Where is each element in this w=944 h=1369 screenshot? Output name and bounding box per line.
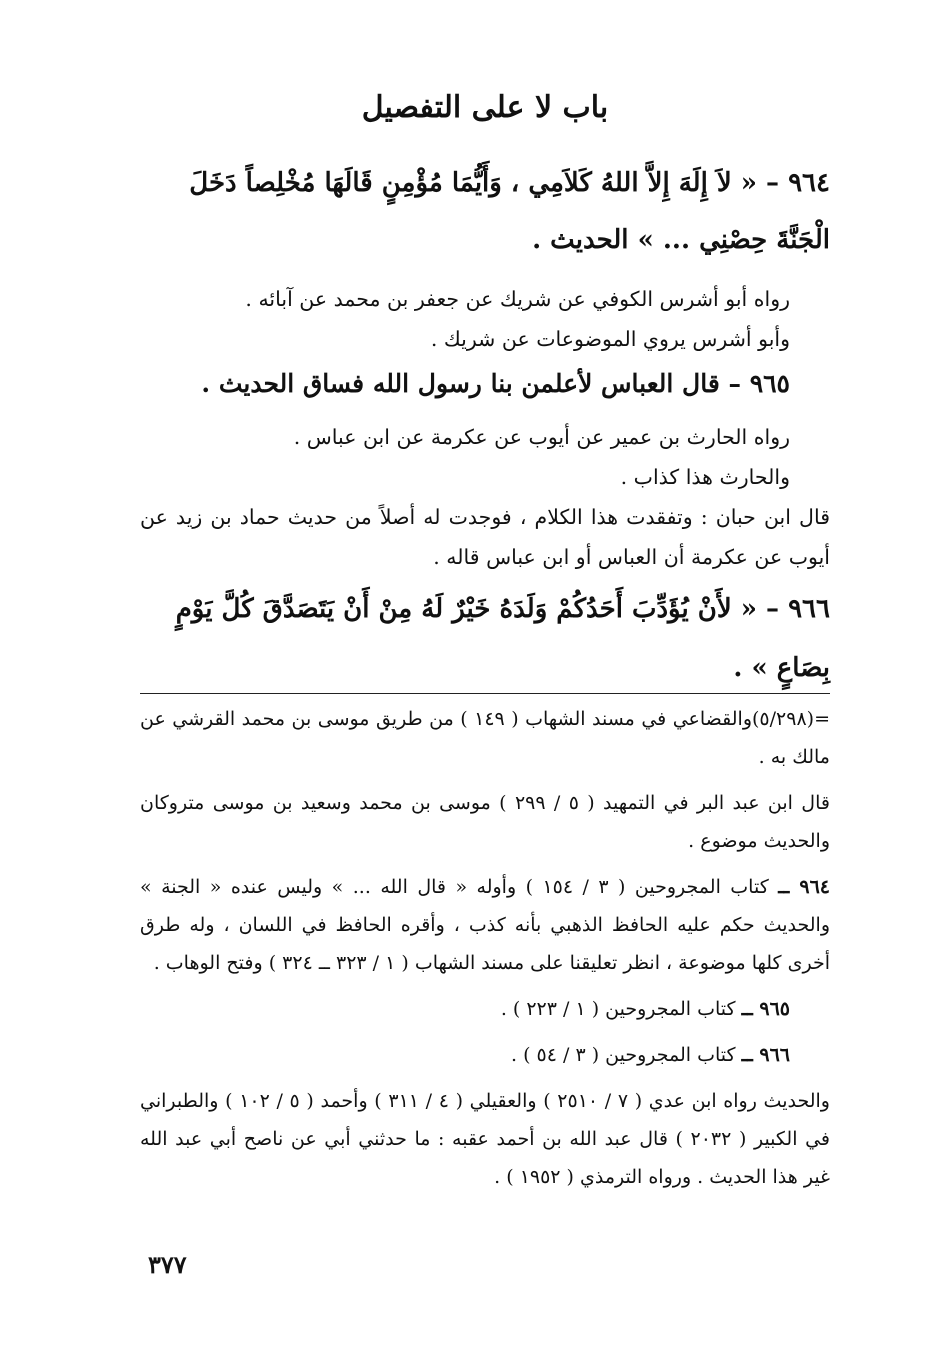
footnote-ibn-abd-al-barr: قال ابن عبد البر في التمهيد ( ٥ / ٢٩٩ ) موسى بن محمد وسعيد بن موسى متروكان والحديث موضوع . <box>140 792 830 852</box>
commentary-965-line2: والحارث هذا كذاب . <box>620 465 790 489</box>
commentary-964-line2: وأبو أشرس يروي الموضوعات عن شريك . <box>430 327 790 351</box>
footnote-965-text: كتاب المجروحين ( ١ / ٢٢٣ ) . <box>500 998 736 1020</box>
footnote-965 <box>140 990 830 1028</box>
commentary-964-line1: رواه أبو أشرس الكوفي عن شريك عن جعفر بن محمد عن آبائه . <box>245 287 790 311</box>
footnote-964 <box>140 868 830 982</box>
hadith-966-line2: بِصَاعٍ » . <box>733 653 830 683</box>
hadith-964-line1: ٩٦٤ – « لاَ إِلَهَ إِلاَّ اللهُ كَلاَمِي ، وَأَيُّمَا مُؤْمِنٍ قَالَهَا مُخْلِصاً دَخَلَ <box>189 168 830 198</box>
footnote-964-text: كتاب المجروحين ( ٣ / ١٥٤ ) وأوله « قال الله ... » وليس عنده « الجنة » والحديث حكم عليه الحافظ الذهبي بأنه كذب ، وأقره الحافظ في اللسان ، وله طرق أخرى كلها موضوعة ، انظر تعليقنا على مسند الشهاب ( ١ / ٣٢٣ ــ ٣٢٤ ) وفتح الوهاب . <box>140 876 830 974</box>
footnote-divider <box>140 693 830 694</box>
footnote-964-number: ٩٦٤ ــ <box>778 876 830 898</box>
footnote-966-number: ٩٦٦ ــ <box>741 1044 790 1066</box>
page-body <box>140 90 830 1188</box>
footnote-continued: =(٥/٢٩٨)والقضاعي في مسند الشهاب ( ١٤٩ ) من طريق موسى بن محمد القرشي عن مالك به . <box>140 708 830 768</box>
chapter-title: باب لا على التفصيل <box>361 90 609 125</box>
page-number: ٣٧٧ <box>148 1250 187 1279</box>
commentary-965-ibn-hibban: قال ابن حبان : وتفقدت هذا الكلام ، فوجدت له أصلاً من حديث حماد بن زيد عن أيوب عن عكرمة أن العباس أو ابن عباس قاله . <box>140 505 830 569</box>
footnote-966 <box>140 1036 830 1074</box>
hadith-966-line1: ٩٦٦ – « لأَنْ يُؤَدِّبَ أَحَدُكُمْ وَلَدَهُ خَيْرٌ لَهُ مِنْ أَنْ يَتَصَدَّقَ كُلَّ يَوْمٍ <box>175 594 830 624</box>
commentary-965-line1: رواه الحارث بن عمير عن أيوب عن عكرمة عن ابن عباس . <box>293 425 790 449</box>
footnotes <box>140 700 830 1196</box>
footnote-966-takhrij: والحديث رواه ابن عدي ( ٧ / ٢٥١٠ ) والعقيلي ( ٤ / ٣١١ ) وأحمد ( ٥ / ١٠٢ ) والطبراني في الكبير ( ٢٠٣٢ ) قال عبد الله بن أحمد عقبه : ما حدثني أبي عن ناصح أبي عبد الله غير هذا الحديث . ورواه الترمذي ( ١٩٥٢ ) . <box>140 1090 830 1188</box>
hadith-965: ٩٦٥ – قال العباس لأعلمن بنا رسول الله فساق الحديث . <box>201 369 790 398</box>
footnote-965-number: ٩٦٥ ــ <box>741 998 790 1020</box>
footnote-966-text: كتاب المجروحين ( ٣ / ٥٤ ) . <box>511 1044 736 1066</box>
hadith-964-line2: الْجَنَّةَ حِصْنِي ... » الحديث . <box>532 225 830 255</box>
